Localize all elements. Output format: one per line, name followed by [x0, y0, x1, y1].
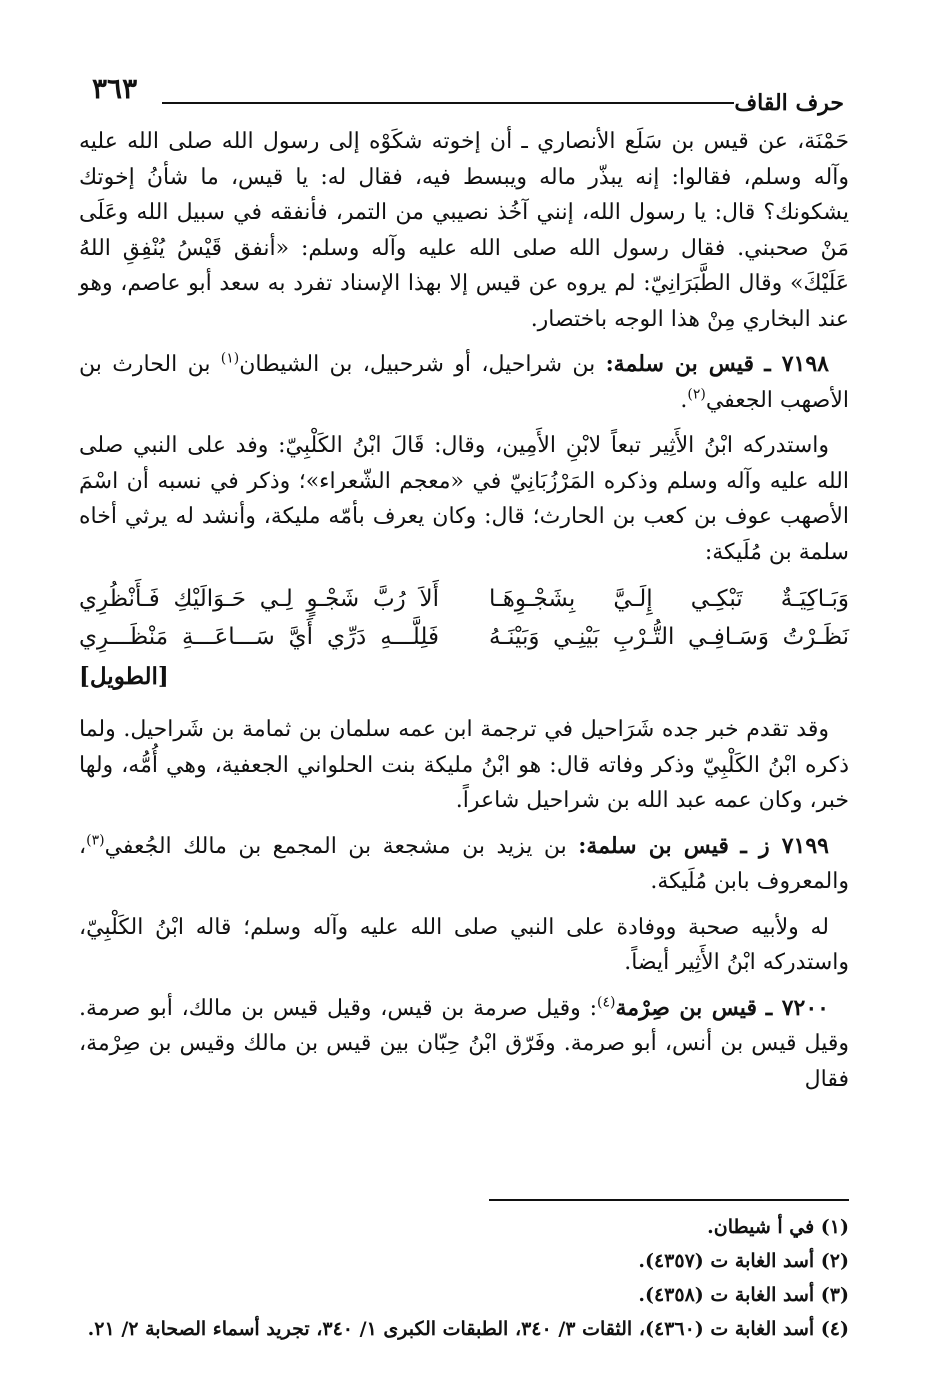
main-text: [79, 124, 849, 1107]
entry-text: بن يزيد بن مشجعة بن المجمع بن مالك الجُعفي: [104, 833, 567, 859]
poem: [79, 580, 849, 696]
entry-text: ، والمعروف بابن مُلَيكة.: [79, 833, 849, 894]
footnote-ref-1: (١): [220, 350, 240, 367]
entry-7199: [79, 829, 849, 900]
entry-text: بن الحارث بن الأصهب الجعفي: [79, 352, 849, 413]
entry-number: ٧١٩٨ ـ: [764, 351, 829, 377]
poem-hemistich: أَلاَ رُبَّ شَجْـوٍ لِـي حَـوَالَيْكِ فَـأَنْظُرِي: [79, 586, 439, 612]
poem-verse-2: [79, 618, 849, 656]
poem-hemistich: نَظَـرْتُ وَسَـافِـي التُّـرْبِ بَيْنِـي وَبَيْنَـهُ: [489, 624, 849, 650]
entry-text: : وقيل صرمة بن قيس، وقيل قيس بن مالك، أبو صرمة. وقيل قيس بن أنس، أبو صرمة. وفَرّق ابْنُ حِبّان بين قيس بن مالك وقيس بن صِرْمة، فقال: [79, 995, 849, 1092]
entry-name: قيس بن سلمة:: [605, 351, 754, 377]
entry-number: ٧٢٠٠ ـ: [765, 994, 829, 1021]
running-head: [92, 72, 844, 116]
footnote-1: (١) في أ شيطان.: [707, 1216, 849, 1238]
entry-7200: [79, 991, 849, 1098]
poem-hemistich: وَبَـاكِيَـةٌ تَبْكِـي إِلَـيَّ بِشَجْـوِهَـا: [489, 586, 849, 612]
entry-name: قيس بن صِرْمة: [615, 994, 757, 1021]
footnote-3: (٣) أسد الغابة ت (٤٣٥٨).: [638, 1284, 849, 1306]
entry-number: ٧١٩٩ ز ـ: [740, 832, 829, 859]
entry-name: قيس بن سلمة:: [578, 832, 729, 859]
footnote-ref-2: (٢): [687, 386, 706, 403]
footnote-2: (٢) أسد الغابة ت (٤٣٥٧).: [638, 1250, 849, 1272]
header-rule: [162, 102, 734, 104]
footnote-ref-4: (٤): [597, 994, 616, 1011]
poem-verse-1: [79, 580, 849, 618]
entry-text: بن شراحيل، أو شرحبيل، بن الشيطان: [239, 352, 596, 377]
paragraph-sharahil: وقد تقدم خبر جده شَرَاحيل في ترجمة ابن عمه سلمان بن ثمامة بن شَراحيل. ولما ذكره ابْنُ الكَلْبِيّ وذكر وفاته قال: هو ابْنُ مليكة بنت الحلواني الجعفية، وهي أُمُّه، ولها خبر، وكان عمه عبد الله بن شراحيل شاعراً.: [79, 717, 849, 813]
paragraph-istidrak: واستدركه ابْنُ الأَثِير تبعاً لابْنِ الأَمِين، وقال: قَالَ ابْنُ الكَلْبِيّ: وفد على النبي صلى الله عليه وآله وسلم وذكره المَرْزُبَانِيّ في «معجم الشّعراء»؛ وذكر في نسبه أن اسْمَ الأصهب عوف بن كعب بن الحارث؛ قال: وكان يعرف بأمّه مليكة، وأنشد له يرثي أخاه سلمة بن مُلَيكة:: [79, 433, 849, 565]
entry-end: .: [680, 387, 688, 413]
entry-7198: [79, 347, 849, 418]
footnote-ref-3: (٣): [86, 832, 105, 849]
page-number: ٣٦٣: [92, 72, 138, 105]
poem-hemistich: فَلِلَّـــهِ دَرِّي أَيَّ سَـــاعَـــةِ مَنْظَـــرِي: [79, 624, 439, 650]
poem-meter: [الطويل]: [79, 663, 169, 690]
running-title: حرف القاف: [734, 90, 844, 116]
footnotes: [69, 1210, 849, 1346]
paragraph-hadith: حَمْنَة، عن قيس بن سَلَع الأنصاري ـ أن إخوته شكَوْه إلى رسول الله صلى الله عليه وآله وسلم، فقالوا: إنه يبذّر ماله ويبسط فيه، فقال له: يا قيس، ما شأنُ إخوتك يشكونك؟ قال: يا رسول الله، إنني آخُذ نصيبي من التمر، فأنفقه في سبيل الله وعَلَى مَنْ صحبني. فقال رسول الله صلى الله عليه وآله وسلم: «أنفق قَيْسُ يُنْفِقِ اللهُ عَلَيْكَ» وقال الطَّبَرَانِيّ: لم يروه عن قيس إلا بهذا الإسناد تفرد به سعد أبو عاصم، وهو عند البخاري مِنْ هذا الوجه باختصار.: [79, 129, 849, 332]
paragraph-sahaba: له ولأبيه صحبة ووفادة على النبي صلى الله عليه وآله وسلم؛ قاله ابْنُ الكَلْبِيّ، واستدركه ابْنُ الأَثِير أيضاً.: [79, 914, 849, 975]
footnote-rule: [489, 1199, 849, 1201]
footnote-4: (٤) أسد الغابة ت (٤٣٦٠)، الثقات ٣/ ٣٤٠، الطبقات الكبرى ١/ ٣٤٠، تجريد أسماء الصحابة ٢/ ٢١.: [87, 1318, 849, 1340]
